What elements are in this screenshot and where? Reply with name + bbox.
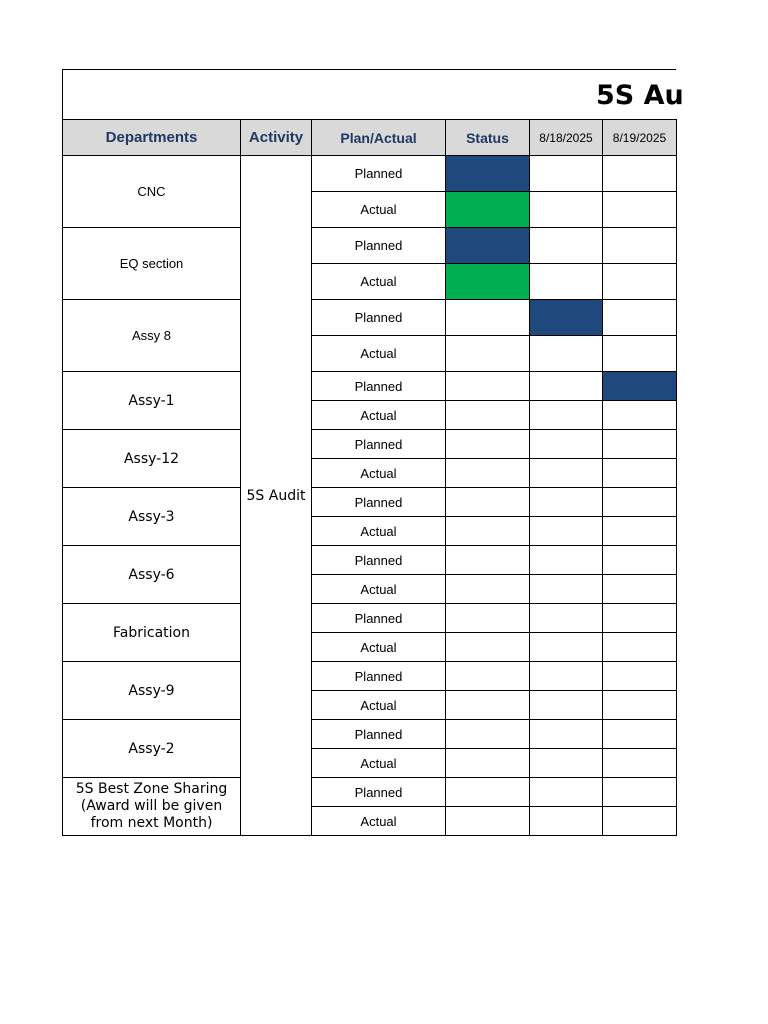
- date-cell[interactable]: [603, 546, 677, 575]
- table-row: [63, 372, 677, 401]
- department-cell[interactable]: 5S Best Zone Sharing (Award will be given from next Month): [63, 778, 241, 836]
- table-row: [63, 430, 677, 459]
- date-cell[interactable]: [530, 192, 603, 228]
- department-cell[interactable]: Assy-9: [63, 662, 241, 720]
- status-cell[interactable]: [446, 691, 530, 720]
- actual-label-cell[interactable]: Actual: [312, 691, 446, 720]
- status-cell[interactable]: [446, 778, 530, 807]
- department-cell[interactable]: Fabrication: [63, 604, 241, 662]
- plan-label-cell[interactable]: Planned: [312, 430, 446, 459]
- date-cell[interactable]: [603, 459, 677, 488]
- date-cell[interactable]: [603, 633, 677, 662]
- department-cell[interactable]: EQ section: [63, 228, 241, 300]
- status-cell[interactable]: [446, 300, 530, 336]
- actual-label-cell[interactable]: Actual: [312, 401, 446, 430]
- status-cell[interactable]: [446, 336, 530, 372]
- header-status[interactable]: Status: [446, 120, 530, 156]
- actual-label-cell[interactable]: Actual: [312, 575, 446, 604]
- date-cell[interactable]: [530, 575, 603, 604]
- plan-label-cell[interactable]: Planned: [312, 372, 446, 401]
- status-cell[interactable]: [446, 372, 530, 401]
- header-row: [63, 120, 677, 156]
- date-cell[interactable]: [603, 691, 677, 720]
- table-row: [63, 156, 677, 192]
- activity-cell[interactable]: 5S Audit: [241, 156, 312, 836]
- sheet-title: 5S Au: [596, 80, 684, 111]
- status-cell[interactable]: [446, 633, 530, 662]
- actual-label-cell[interactable]: Actual: [312, 633, 446, 662]
- spreadsheet-sheet: [62, 69, 684, 836]
- date-cell[interactable]: [530, 517, 603, 546]
- table-row: [63, 662, 677, 691]
- date-cell[interactable]: [530, 228, 603, 264]
- department-cell[interactable]: Assy-12: [63, 430, 241, 488]
- plan-label-cell[interactable]: Planned: [312, 662, 446, 691]
- date-cell[interactable]: [530, 264, 603, 300]
- table-row: [63, 228, 677, 264]
- actual-label-cell[interactable]: Actual: [312, 749, 446, 778]
- status-actual-fill[interactable]: [446, 192, 530, 228]
- table-row: [63, 300, 677, 336]
- table-row: [63, 488, 677, 517]
- status-cell[interactable]: [446, 575, 530, 604]
- status-cell[interactable]: [446, 604, 530, 633]
- date-planned-fill[interactable]: [530, 300, 603, 336]
- plan-label-cell[interactable]: Planned: [312, 488, 446, 517]
- plan-label-cell[interactable]: Planned: [312, 228, 446, 264]
- department-cell[interactable]: Assy-6: [63, 546, 241, 604]
- status-cell[interactable]: [446, 807, 530, 836]
- table-row: [63, 546, 677, 575]
- header-date-2[interactable]: 8/19/2025: [603, 120, 677, 156]
- date-cell[interactable]: [603, 575, 677, 604]
- date-cell[interactable]: [530, 807, 603, 836]
- status-planned-fill[interactable]: [446, 156, 530, 192]
- plan-label-cell[interactable]: Planned: [312, 300, 446, 336]
- date-cell[interactable]: [603, 336, 677, 372]
- date-cell[interactable]: [603, 156, 677, 192]
- date-cell[interactable]: [603, 720, 677, 749]
- actual-label-cell[interactable]: Actual: [312, 336, 446, 372]
- date-cell[interactable]: [603, 807, 677, 836]
- status-cell[interactable]: [446, 488, 530, 517]
- date-cell[interactable]: [603, 517, 677, 546]
- date-cell[interactable]: [530, 459, 603, 488]
- date-cell[interactable]: [530, 156, 603, 192]
- actual-label-cell[interactable]: Actual: [312, 459, 446, 488]
- status-cell[interactable]: [446, 720, 530, 749]
- status-cell[interactable]: [446, 546, 530, 575]
- department-cell[interactable]: Assy-2: [63, 720, 241, 778]
- date-cell[interactable]: [530, 662, 603, 691]
- status-cell[interactable]: [446, 459, 530, 488]
- date-cell[interactable]: [603, 192, 677, 228]
- date-cell[interactable]: [603, 228, 677, 264]
- department-cell[interactable]: CNC: [63, 156, 241, 228]
- plan-label-cell[interactable]: Planned: [312, 546, 446, 575]
- table-row: [63, 778, 677, 807]
- date-cell[interactable]: [603, 488, 677, 517]
- plan-label-cell[interactable]: Planned: [312, 604, 446, 633]
- date-cell[interactable]: [603, 401, 677, 430]
- date-cell[interactable]: [530, 546, 603, 575]
- header-plan-actual[interactable]: Plan/Actual: [312, 120, 446, 156]
- audit-plan-table: [62, 119, 677, 836]
- actual-label-cell[interactable]: Actual: [312, 192, 446, 228]
- header-activity[interactable]: Activity: [241, 120, 312, 156]
- date-cell[interactable]: [530, 604, 603, 633]
- table-row: [63, 720, 677, 749]
- date-cell[interactable]: [530, 401, 603, 430]
- date-cell[interactable]: [530, 372, 603, 401]
- status-cell[interactable]: [446, 749, 530, 778]
- status-cell[interactable]: [446, 430, 530, 459]
- date-cell[interactable]: [603, 778, 677, 807]
- header-departments[interactable]: Departments: [63, 120, 241, 156]
- plan-label-cell[interactable]: Planned: [312, 156, 446, 192]
- date-cell[interactable]: [530, 720, 603, 749]
- date-cell[interactable]: [530, 633, 603, 662]
- date-cell[interactable]: [603, 300, 677, 336]
- date-cell[interactable]: [530, 749, 603, 778]
- status-actual-fill[interactable]: [446, 264, 530, 300]
- date-cell[interactable]: [530, 336, 603, 372]
- department-cell[interactable]: Assy 8: [63, 300, 241, 372]
- title-row: [62, 69, 684, 119]
- status-cell[interactable]: [446, 401, 530, 430]
- date-cell[interactable]: [603, 264, 677, 300]
- header-date-1[interactable]: 8/18/2025: [530, 120, 603, 156]
- status-cell[interactable]: [446, 662, 530, 691]
- table-row: [63, 604, 677, 633]
- actual-label-cell[interactable]: Actual: [312, 807, 446, 836]
- date-cell[interactable]: [603, 662, 677, 691]
- date-cell[interactable]: [603, 430, 677, 459]
- plan-label-cell[interactable]: Planned: [312, 720, 446, 749]
- date-cell[interactable]: [603, 749, 677, 778]
- date-cell[interactable]: [530, 778, 603, 807]
- date-cell[interactable]: [530, 430, 603, 459]
- plan-label-cell[interactable]: Planned: [312, 778, 446, 807]
- date-cell[interactable]: [530, 691, 603, 720]
- date-planned-fill[interactable]: [603, 372, 677, 401]
- department-cell[interactable]: Assy-3: [63, 488, 241, 546]
- department-cell[interactable]: Assy-1: [63, 372, 241, 430]
- actual-label-cell[interactable]: Actual: [312, 264, 446, 300]
- status-cell[interactable]: [446, 517, 530, 546]
- date-cell[interactable]: [530, 488, 603, 517]
- status-planned-fill[interactable]: [446, 228, 530, 264]
- date-cell[interactable]: [603, 604, 677, 633]
- actual-label-cell[interactable]: Actual: [312, 517, 446, 546]
